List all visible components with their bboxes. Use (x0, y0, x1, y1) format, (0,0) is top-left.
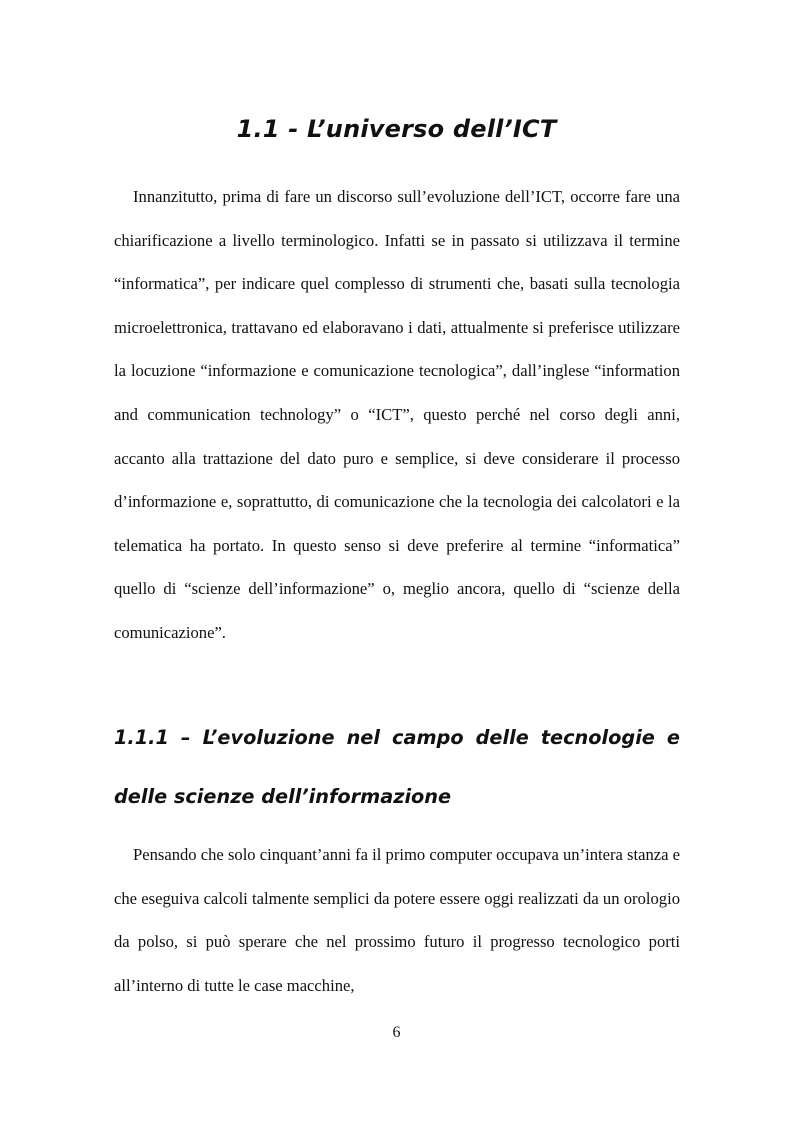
section-paragraph-1: Innanzitutto, prima di fare un discorso sull’evoluzione dell’ICT, occorre fare una chiarificazione a livello terminologico. Infatti se in passato si utilizzava il termine “informatica”, per indicare quel complesso di strumenti che, basati sulla tecnologia microelettronica, trattavano ed elaboravano i dati, attualmente si preferisce utilizzare la locuzione “informazione e comunicazione tecnologica”, dall’inglese “information and communication technology” o “ICT”, questo perché nel corso degli anni, accanto alla trattazione del dato puro e semplice, si deve considerare il processo d’informazione e, soprattutto, di comunicazione che la tecnologia dei calcolatori e la telematica ha portato. In questo senso si deve preferire al termine “informatica” quello di “scienze dell’informazione” o, meglio ancora, quello di “scienze della comunicazione”. (114, 187, 680, 642)
page-number: 6 (392, 1024, 401, 1041)
section-title: 1.1 - L’universo dell’ICT (236, 115, 557, 143)
subsection-paragraph-1: Pensando che solo cinquant’anni fa il primo computer occupava un’intera stanza e che eseguiva calcoli talmente semplici da potere essere oggi realizzati da un orologio da polso, si può sperare che nel prossimo futuro il progresso tecnologico porti all’interno di tutte le case macchine, (114, 845, 680, 995)
subsection-title: 1.1.1 – L’evoluzione nel campo delle tecnologie e delle scienze dell’informazione (114, 726, 680, 808)
